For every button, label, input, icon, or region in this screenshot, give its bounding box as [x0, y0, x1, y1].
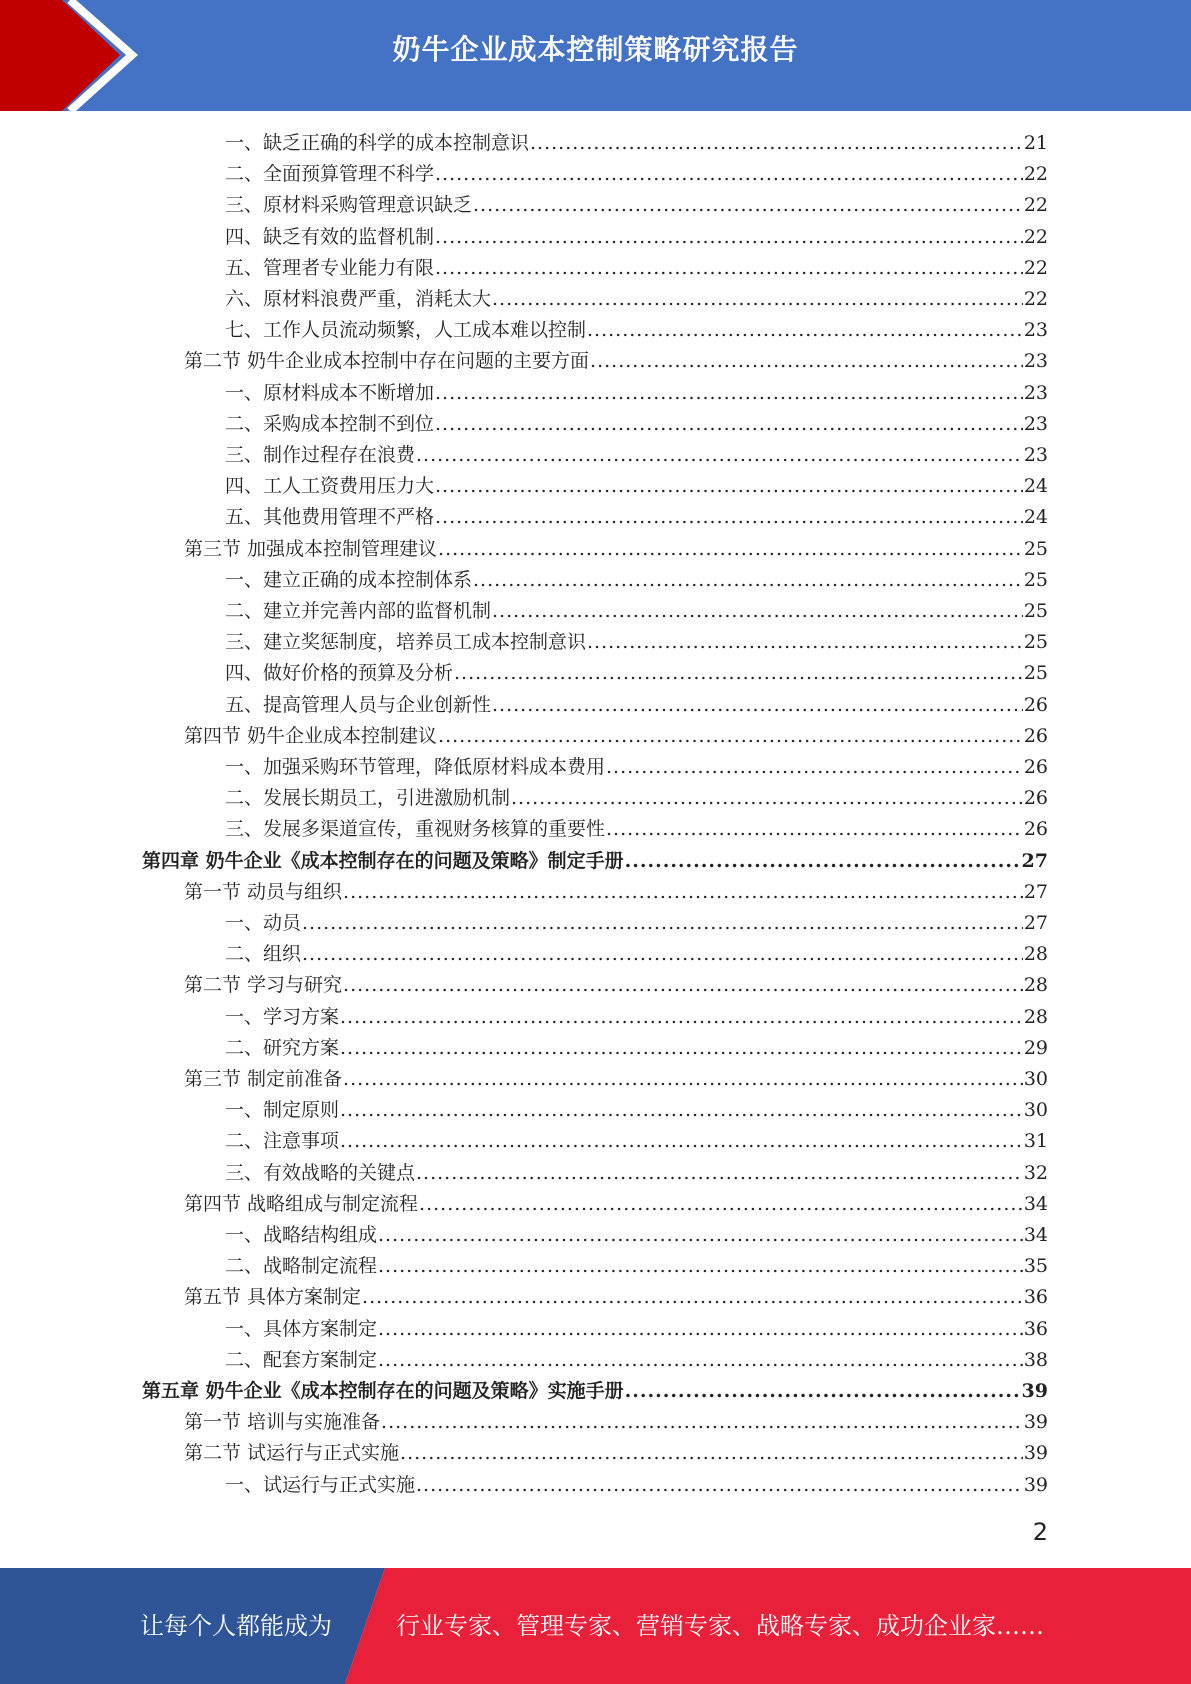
- toc-dot-leader: [473, 190, 1023, 221]
- toc-entry-page: 23: [1023, 350, 1048, 373]
- toc-entry-page: 22: [1023, 288, 1048, 310]
- toc-subsection-entry[interactable]: [225, 1251, 1048, 1282]
- toc-dot-leader: [340, 1002, 1023, 1033]
- toc-entry-title: 三、有效战略的关键点: [225, 1161, 416, 1184]
- toc-entry-page: 23: [1023, 412, 1048, 435]
- toc-dot-leader: [438, 534, 1023, 565]
- toc-entry-page: 39: [1023, 1442, 1048, 1465]
- toc-entry-title: 三、发展多渠道宣传，重视财务核算的重要性: [225, 818, 606, 841]
- toc-section-entry[interactable]: [184, 1407, 1048, 1438]
- toc-subsection-entry[interactable]: [225, 253, 1048, 284]
- toc-dot-leader: [343, 1064, 1023, 1095]
- toc-dot-leader: [435, 502, 1023, 533]
- toc-entry-page: 38: [1023, 1348, 1048, 1371]
- toc-entry-title: 第二节 学习与研究: [184, 974, 343, 997]
- toc-section-entry[interactable]: [184, 1064, 1048, 1095]
- toc-entry-title: 四、做好价格的预算及分析: [225, 662, 454, 685]
- toc-section-entry[interactable]: [184, 1282, 1048, 1313]
- toc-subsection-entry[interactable]: [225, 284, 1048, 315]
- toc-subsection-entry[interactable]: [225, 378, 1048, 409]
- toc-dot-leader: [530, 128, 1023, 159]
- toc-subsection-entry[interactable]: [225, 783, 1048, 814]
- toc-dot-leader: [606, 814, 1023, 845]
- toc-entry-title: 第二节 试运行与正式实施: [184, 1442, 400, 1465]
- toc-subsection-entry[interactable]: [225, 190, 1048, 221]
- toc-subsection-entry[interactable]: [225, 222, 1048, 253]
- toc-entry-page: 31: [1023, 1130, 1048, 1153]
- toc-entry-title: 第四节 奶牛企业成本控制建议: [184, 724, 438, 747]
- toc-entry-page: 22: [1023, 225, 1048, 248]
- toc-subsection-entry[interactable]: [225, 1095, 1048, 1126]
- toc-dot-leader: [302, 908, 1023, 939]
- toc-section-entry[interactable]: [184, 970, 1048, 1001]
- toc-entry-title: 一、缺乏正确的科学的成本控制意识: [225, 132, 530, 154]
- toc-dot-leader: [492, 284, 1023, 315]
- toc-entry-page: 22: [1023, 256, 1048, 279]
- toc-entry-title: 一、战略结构组成: [225, 1224, 378, 1246]
- toc-entry-page: 27: [1023, 880, 1048, 903]
- toc-entry-page: 26: [1023, 787, 1048, 810]
- toc-subsection-entry[interactable]: [225, 1126, 1048, 1157]
- toc-entry-page: 26: [1023, 756, 1048, 778]
- toc-entry-title: 一、具体方案制定: [225, 1317, 378, 1340]
- toc-entry-title: 第三节 制定前准备: [184, 1068, 343, 1090]
- toc-entry-title: 二、发展长期员工，引进激励机制: [225, 787, 511, 810]
- toc-subsection-entry[interactable]: [225, 471, 1048, 502]
- toc-entry-page: 25: [1023, 537, 1048, 560]
- page-number: 2: [1032, 1518, 1048, 1546]
- toc-dot-leader: [419, 1189, 1023, 1220]
- toc-entry-page: 27: [1023, 912, 1048, 934]
- toc-dot-leader: [340, 1095, 1023, 1126]
- toc-entry-title: 第五章 奶牛企业《成本控制存在的问题及策略》实施手册: [142, 1380, 624, 1402]
- toc-dot-leader: [416, 1158, 1023, 1189]
- toc-entry-title: 五、管理者专业能力有限: [225, 256, 435, 279]
- toc-subsection-entry[interactable]: [225, 752, 1048, 783]
- toc-dot-leader: [435, 222, 1023, 253]
- toc-entry-title: 一、试运行与正式实施: [225, 1473, 416, 1496]
- toc-subsection-entry[interactable]: [225, 159, 1048, 190]
- toc-subsection-entry[interactable]: [225, 1470, 1048, 1501]
- toc-entry-page: 22: [1023, 163, 1048, 186]
- toc-dot-leader: [492, 596, 1023, 627]
- toc-dot-leader: [378, 1251, 1023, 1282]
- toc-dot-leader: [606, 752, 1023, 783]
- toc-entry-title: 一、动员: [225, 912, 302, 934]
- toc-entry-page: 26: [1023, 724, 1048, 747]
- toc-dot-leader: [587, 627, 1023, 658]
- toc-entry-title: 三、建立奖惩制度，培养员工成本控制意识: [225, 631, 587, 654]
- toc-subsection-entry[interactable]: [225, 1033, 1048, 1064]
- toc-entry-title: 三、制作过程存在浪费: [225, 444, 416, 466]
- toc-subsection-entry[interactable]: [225, 1220, 1048, 1251]
- toc-entry-page: 22: [1023, 194, 1048, 217]
- toc-dot-leader: [511, 783, 1023, 814]
- toc-entry-page: 34: [1023, 1192, 1048, 1215]
- toc-section-entry[interactable]: [184, 721, 1048, 752]
- toc-dot-leader: [416, 1470, 1023, 1501]
- toc-subsection-entry[interactable]: [225, 1345, 1048, 1376]
- toc-entry-page: 32: [1023, 1161, 1048, 1184]
- toc-entry-page: 26: [1023, 693, 1048, 716]
- toc-entry-title: 二、采购成本控制不到位: [225, 412, 435, 435]
- toc-entry-title: 五、其他费用管理不严格: [225, 506, 435, 529]
- toc-subsection-entry[interactable]: [225, 1002, 1048, 1033]
- toc-subsection-entry[interactable]: [225, 315, 1048, 346]
- toc-entry-page: 36: [1023, 1317, 1048, 1340]
- toc-dot-leader: [343, 970, 1023, 1001]
- toc-dot-leader: [340, 1033, 1023, 1064]
- toc-dot-leader: [625, 846, 1021, 877]
- toc-dot-leader: [378, 1314, 1023, 1345]
- toc-dot-leader: [435, 159, 1023, 190]
- toc-entry-page: 25: [1023, 600, 1048, 622]
- toc-dot-leader: [435, 253, 1023, 284]
- toc-entry-page: 26: [1023, 818, 1048, 841]
- footer-slogan-left: 让每个人都能成为: [140, 1612, 332, 1640]
- toc-entry-page: 25: [1023, 631, 1048, 654]
- toc-subsection-entry[interactable]: [225, 565, 1048, 596]
- toc-entry-page: 35: [1023, 1255, 1048, 1278]
- toc-entry-title: 二、注意事项: [225, 1130, 340, 1153]
- toc-entry-page: 23: [1023, 444, 1048, 466]
- toc-entry-page: 24: [1023, 475, 1048, 498]
- toc-entry-title: 二、战略制定流程: [225, 1255, 378, 1278]
- toc-entry-title: 四、缺乏有效的监督机制: [225, 225, 435, 248]
- toc-entry-page: 23: [1023, 319, 1048, 342]
- toc-entry-title: 五、提高管理人员与企业创新性: [225, 693, 492, 716]
- toc-dot-leader: [587, 315, 1023, 346]
- toc-entry-title: 第四章 奶牛企业《成本控制存在的问题及策略》制定手册: [142, 849, 624, 872]
- toc-dot-leader: [435, 378, 1023, 409]
- toc-entry-title: 二、建立并完善内部的监督机制: [225, 600, 492, 622]
- toc-dot-leader: [473, 565, 1023, 596]
- toc-entry-title: 四、工人工资费用压力大: [225, 475, 435, 498]
- toc-entry-page: 21: [1023, 132, 1048, 154]
- toc-entry-title: 三、原材料采购管理意识缺乏: [225, 194, 473, 217]
- toc-entry-page: 28: [1023, 943, 1048, 966]
- toc-entry-title: 二、研究方案: [225, 1036, 340, 1059]
- toc-entry-title: 一、学习方案: [225, 1005, 340, 1028]
- toc-dot-leader: [438, 721, 1023, 752]
- toc-entry-page: 28: [1023, 974, 1048, 997]
- toc-entry-page: 29: [1023, 1036, 1048, 1059]
- toc-dot-leader: [435, 471, 1023, 502]
- footer-banner: [0, 1568, 1191, 1684]
- toc-entry-title: 第二节 奶牛企业成本控制中存在问题的主要方面: [184, 350, 590, 373]
- toc-entry-title: 第一节 动员与组织: [184, 880, 343, 903]
- toc-dot-leader: [400, 1438, 1023, 1469]
- toc-entry-title: 第一节 培训与实施准备: [184, 1411, 381, 1434]
- document-title: 奶牛企业成本控制策略研究报告: [392, 33, 799, 66]
- toc-subsection-entry[interactable]: [225, 908, 1048, 939]
- toc-dot-leader: [340, 1126, 1023, 1157]
- toc-subsection-entry[interactable]: [225, 440, 1048, 471]
- toc-chapter-entry[interactable]: [142, 1376, 1048, 1407]
- toc-section-entry[interactable]: [184, 877, 1048, 908]
- toc-subsection-entry[interactable]: [225, 596, 1048, 627]
- toc-section-entry[interactable]: [184, 346, 1048, 377]
- toc-dot-leader: [492, 690, 1023, 721]
- toc-entry-page: 24: [1023, 506, 1048, 529]
- toc-entry-page: 39: [1023, 1411, 1048, 1434]
- toc-entry-page: 36: [1023, 1286, 1048, 1309]
- toc-entry-page: 28: [1023, 1005, 1048, 1028]
- toc-entry-title: 六、原材料浪费严重，消耗太大: [225, 288, 492, 310]
- toc-section-entry[interactable]: [184, 1438, 1048, 1469]
- toc-dot-leader: [625, 1376, 1021, 1407]
- toc-dot-leader: [454, 658, 1023, 689]
- toc-entry-title: 一、建立正确的成本控制体系: [225, 568, 473, 591]
- toc-dot-leader: [343, 877, 1023, 908]
- toc-entry-page: 39: [1023, 1473, 1048, 1496]
- toc-section-entry[interactable]: [184, 534, 1048, 565]
- toc-dot-leader: [416, 440, 1023, 471]
- toc-entry-title: 一、原材料成本不断增加: [225, 381, 435, 404]
- toc-entry-title: 二、配套方案制定: [225, 1348, 378, 1371]
- toc-subsection-entry[interactable]: [225, 128, 1048, 159]
- toc-section-entry[interactable]: [184, 1189, 1048, 1220]
- header-banner: [0, 0, 1191, 111]
- toc-entry-title: 一、加强采购环节管理，降低原材料成本费用: [225, 756, 606, 778]
- toc-entry-title: 二、组织: [225, 943, 302, 966]
- toc-entry-title: 第四节 战略组成与制定流程: [184, 1192, 419, 1215]
- toc-entry-title: 一、制定原则: [225, 1099, 340, 1122]
- toc-dot-leader: [590, 346, 1023, 377]
- toc-subsection-entry[interactable]: [225, 814, 1048, 845]
- toc-entry-title: 第五节 具体方案制定: [184, 1286, 362, 1309]
- toc-dot-leader: [378, 1220, 1023, 1251]
- toc-entry-page: 23: [1023, 381, 1048, 404]
- toc-entry-title: 七、工作人员流动频繁，人工成本难以控制: [225, 319, 587, 342]
- toc-dot-leader: [378, 1345, 1023, 1376]
- toc-entry-page: 25: [1023, 568, 1048, 591]
- toc-subsection-entry[interactable]: [225, 502, 1048, 533]
- toc-entry-title: 二、全面预算管理不科学: [225, 163, 435, 186]
- toc-dot-leader: [362, 1282, 1023, 1313]
- toc-subsection-entry[interactable]: [225, 1158, 1048, 1189]
- toc-entry-page: 34: [1023, 1224, 1048, 1246]
- toc-entry-page: 30: [1023, 1068, 1048, 1090]
- toc-subsection-entry[interactable]: [225, 1314, 1048, 1345]
- toc-chapter-entry[interactable]: [142, 846, 1048, 877]
- toc-entry-title: 第三节 加强成本控制管理建议: [184, 537, 438, 560]
- toc-entry-page: 30: [1023, 1099, 1048, 1122]
- toc-subsection-entry[interactable]: [225, 409, 1048, 440]
- toc-subsection-entry[interactable]: [225, 690, 1048, 721]
- toc-entry-page: 25: [1023, 662, 1048, 685]
- toc-subsection-entry[interactable]: [225, 658, 1048, 689]
- toc-dot-leader: [381, 1407, 1023, 1438]
- toc-dot-leader: [302, 939, 1023, 970]
- toc-dot-leader: [435, 409, 1023, 440]
- footer-slogan-right: 行业专家、管理专家、营销专家、战略专家、成功企业家……: [396, 1612, 1044, 1640]
- toc-subsection-entry[interactable]: [225, 939, 1048, 970]
- toc-entry-page: 39: [1021, 1380, 1048, 1402]
- toc-subsection-entry[interactable]: [225, 627, 1048, 658]
- toc-entry-page: 27: [1021, 849, 1048, 872]
